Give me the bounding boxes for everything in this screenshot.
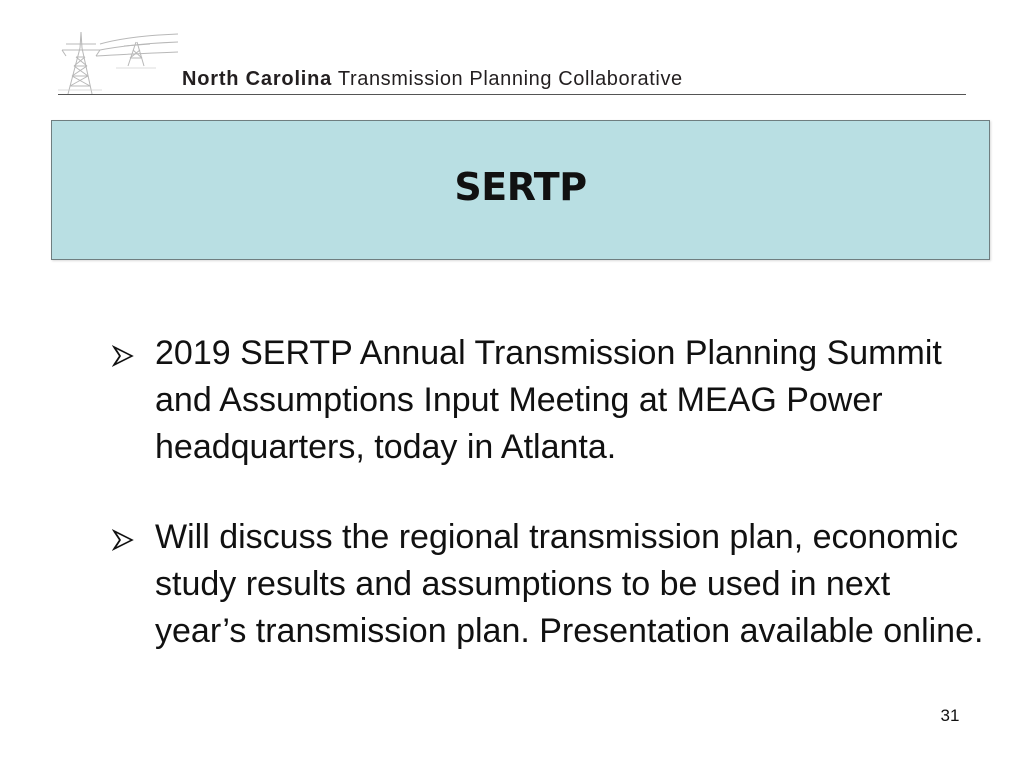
bullet-text: 2019 SERTP Annual Transmission Planning Summit and Assumptions Input Meeting at MEAG Power headquarters, today in Atlanta. — [155, 334, 942, 466]
arrowhead-bullet-icon — [112, 345, 134, 367]
slide-title: SERTP — [454, 165, 587, 209]
bullet-text: Will discuss the regional transmission plan, economic study results and assumptions to be used in next year’s transmission plan. Presentation available online. — [155, 518, 984, 650]
header — [58, 28, 966, 98]
organization-name-bold: North Carolina — [182, 68, 333, 90]
arrowhead-bullet-icon — [112, 529, 134, 551]
organization-name — [182, 68, 683, 90]
header-divider — [58, 94, 966, 95]
transmission-tower-icon — [58, 28, 178, 94]
title-box — [51, 120, 990, 260]
page-number: 31 — [940, 706, 960, 725]
organization-name-rest: Transmission Planning Collaborative — [337, 68, 683, 90]
bullet-item — [108, 514, 988, 655]
bullet-list — [108, 330, 988, 655]
bullet-item — [108, 330, 988, 471]
